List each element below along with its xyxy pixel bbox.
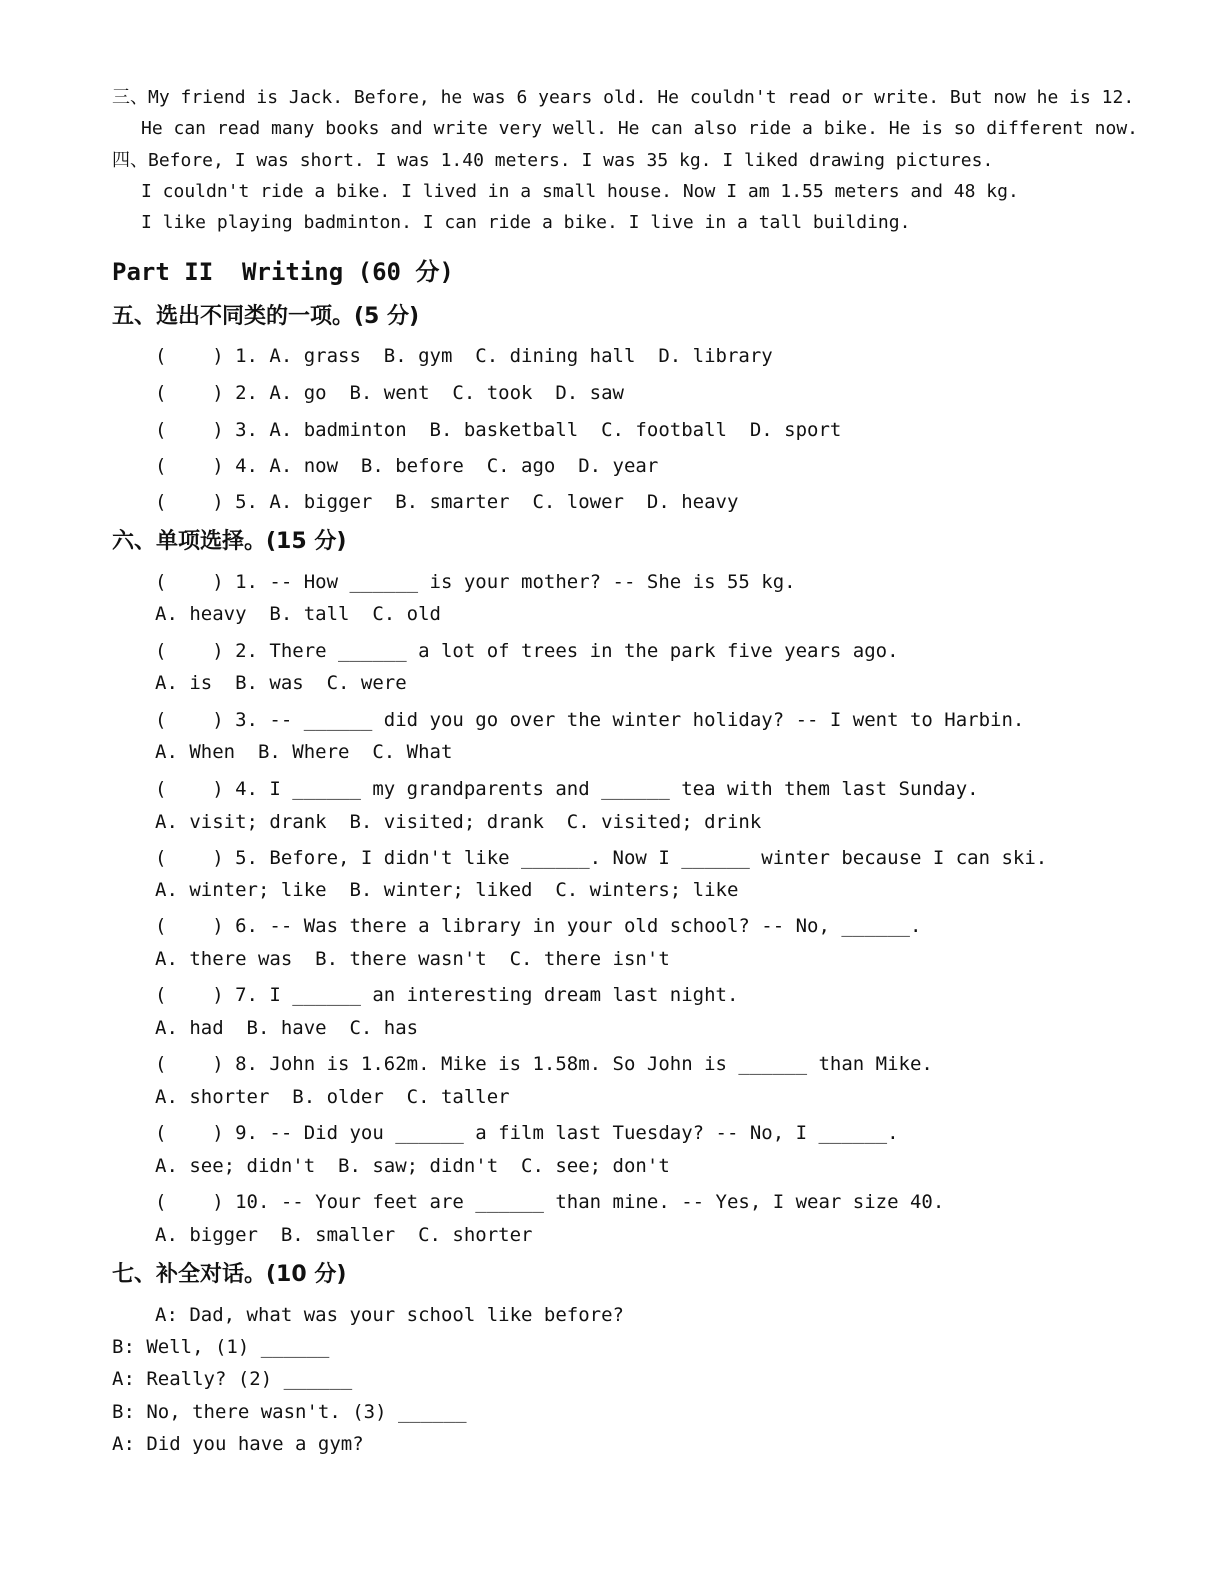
dialogue-line-5: A: Did you have a gym?	[112, 1433, 364, 1455]
dialogue-line-1: A: Dad, what was your school like before?	[155, 1304, 624, 1326]
section6-question-1: ( ) 1. -- How ______ is your mother? -- She is 55 kg.	[155, 571, 796, 593]
section5-item-1: ( ) 1. A. grass B. gym C. dining hall D. library	[155, 345, 773, 367]
section6-question-10: ( ) 10. -- Your feet are ______ than mine. -- Yes, I wear size 40.	[155, 1191, 945, 1213]
section6-question-8: ( ) 8. John is 1.62m. Mike is 1.58m. So John is ______ than Mike.	[155, 1053, 933, 1075]
section6-options-2: A. is B. was C. were	[155, 672, 407, 694]
section6-options-1: A. heavy B. tall C. old	[155, 603, 441, 625]
section6-options-9: A. see; didn't B. saw; didn't C. see; don't	[155, 1155, 670, 1177]
reading-line-3: 四、Before, I was short. I was 1.40 meters. I was 35 kg. I liked drawing pictures.	[112, 150, 994, 171]
part2-heading: Part II Writing (60 分)	[112, 258, 454, 286]
section6-question-5: ( ) 5. Before, I didn't like ______. Now I ______ winter because I can ski.	[155, 847, 1048, 869]
section6-options-5: A. winter; like B. winter; liked C. winters; like	[155, 879, 739, 901]
section6-question-3: ( ) 3. -- ______ did you go over the winter holiday? -- I went to Harbin.	[155, 709, 1025, 731]
reading-line-5: I like playing badminton. I can ride a bike. I live in a tall building.	[141, 212, 911, 233]
dialogue-line-2: B: Well, (1) ______	[112, 1336, 330, 1358]
section5-item-3: ( ) 3. A. badminton B. basketball C. football D. sport	[155, 419, 842, 441]
section5-item-4: ( ) 4. A. now B. before C. ago D. year	[155, 455, 659, 477]
section5-title: 五、选出不同类的一项。(5 分)	[112, 304, 420, 329]
section6-options-3: A. When B. Where C. What	[155, 741, 453, 763]
section6-question-9: ( ) 9. -- Did you ______ a film last Tuesday? -- No, I ______.	[155, 1122, 899, 1144]
dialogue-line-4: B: No, there wasn't. (3) ______	[112, 1401, 467, 1423]
section6-options-4: A. visit; drank B. visited; drank C. visited; drink	[155, 811, 762, 833]
section6-question-6: ( ) 6. -- Was there a library in your old school? -- No, ______.	[155, 915, 922, 937]
section6-question-2: ( ) 2. There ______ a lot of trees in the park five years ago.	[155, 640, 899, 662]
section6-options-10: A. bigger B. smaller C. shorter	[155, 1224, 533, 1246]
dialogue-line-3: A: Really? (2) ______	[112, 1368, 353, 1390]
section7-title: 七、补全对话。(10 分)	[112, 1262, 347, 1287]
section6-question-7: ( ) 7. I ______ an interesting dream last night.	[155, 984, 739, 1006]
reading-line-1: 三、My friend is Jack. Before, he was 6 years old. He couldn't read or write. But now he is 12.	[112, 87, 1135, 108]
section6-options-7: A. had B. have C. has	[155, 1017, 419, 1039]
section5-item-5: ( ) 5. A. bigger B. smarter C. lower D. heavy	[155, 491, 739, 513]
section6-options-8: A. shorter B. older C. taller	[155, 1086, 510, 1108]
section6-title: 六、单项选择。(15 分)	[112, 529, 347, 554]
section5-item-2: ( ) 2. A. go B. went C. took D. saw	[155, 382, 624, 404]
section6-options-6: A. there was B. there wasn't C. there isn't	[155, 948, 670, 970]
reading-line-4: I couldn't ride a bike. I lived in a small house. Now I am 1.55 meters and 48 kg.	[141, 181, 1019, 202]
reading-line-2: He can read many books and write very well. He can also ride a bike. He is so different now.	[141, 118, 1138, 139]
section6-question-4: ( ) 4. I ______ my grandparents and ______ tea with them last Sunday.	[155, 778, 979, 800]
